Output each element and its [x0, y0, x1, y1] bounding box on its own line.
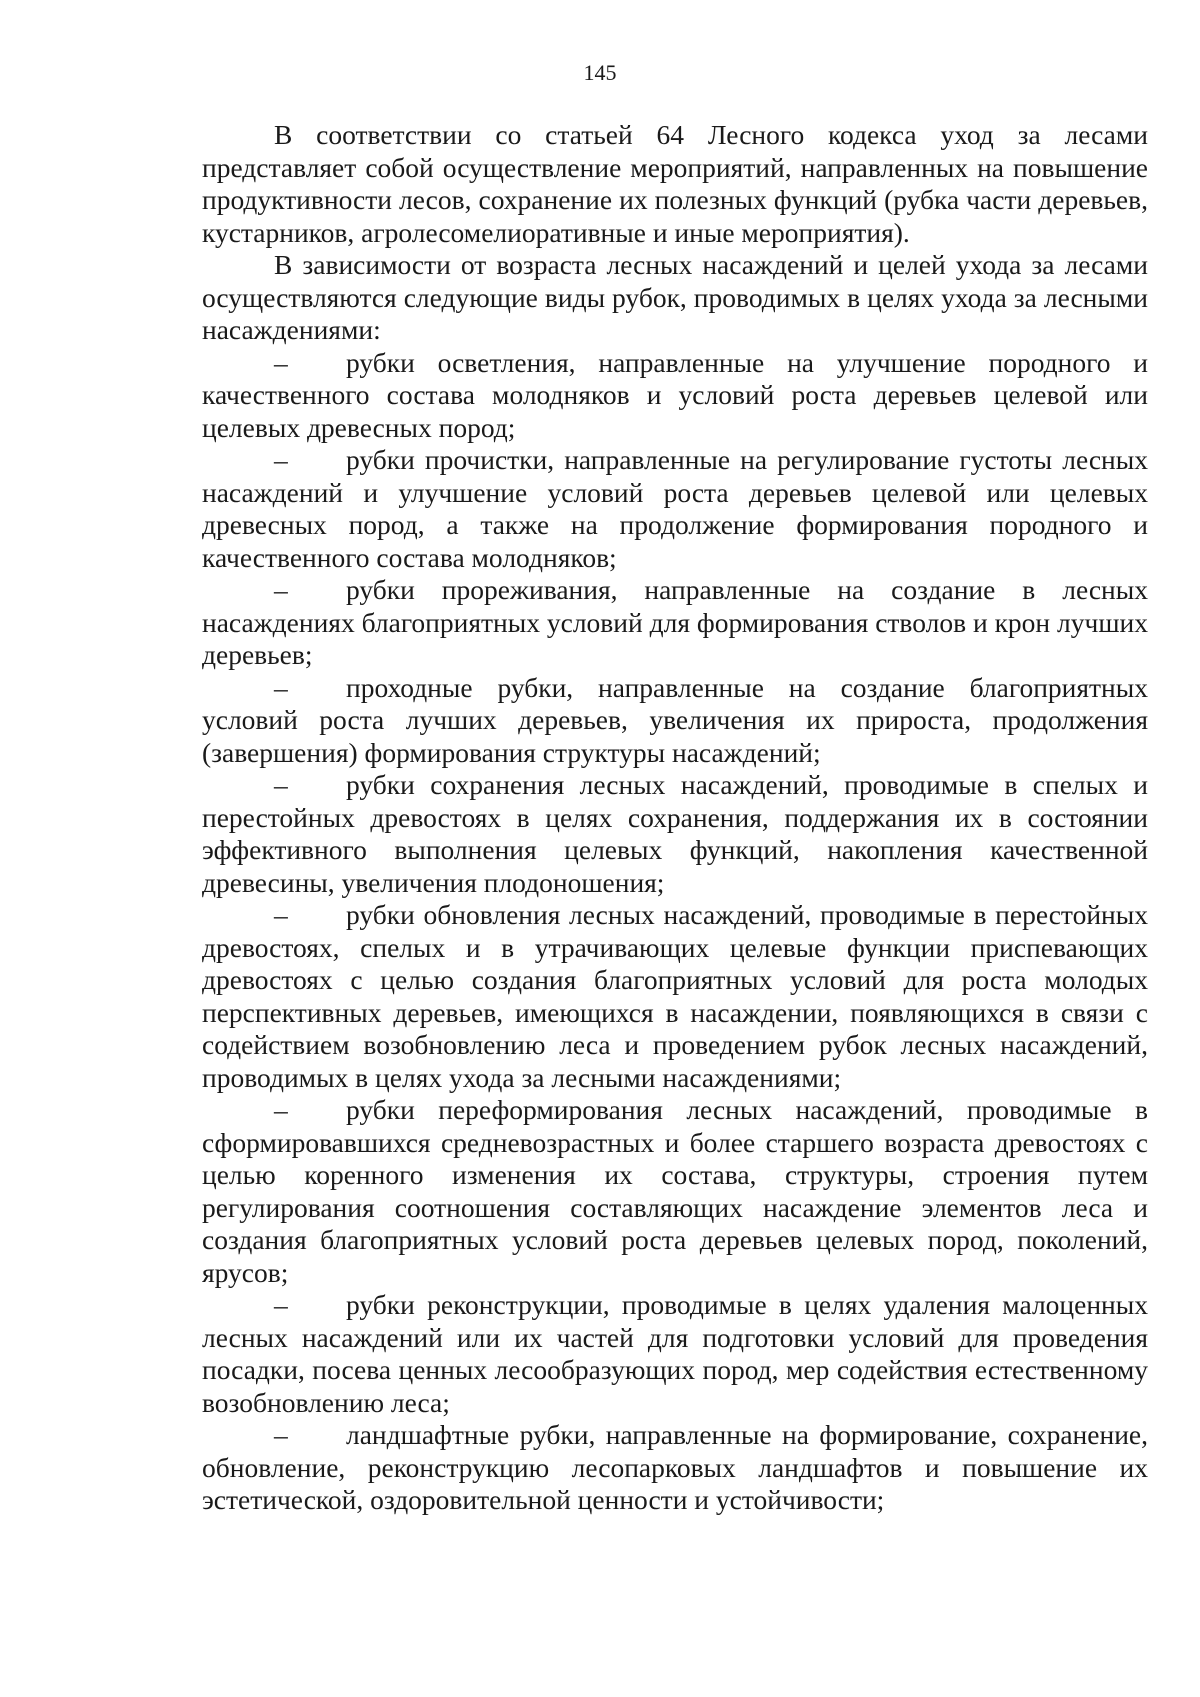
list-item-text: проходные рубки, направленные на создание благоприятных условий роста лучших деревьев, увеличения их прироста, продолжения (завершения) формирования структуры насаждений;: [202, 671, 1148, 768]
list-item-text: рубки обновления лесных насаждений, проводимые в перестойных древостоях, спелых и в утрачивающих целевые функции приспевающих древостоях с целью создания благоприятных условий для роста молодых перспективных деревьев, имеющихся в насаждении, появляющихся в связи с содействием возобновлению леса и проведением рубок лесных насаждений, проводимых в целях ухода за лесными насаждениями;: [202, 899, 1148, 1093]
paragraph: В соответствии со статьей 64 Лесного кодекса уход за лесами представляет собой осуществление мероприятий, направленных на повышение продуктивности лесов, сохранение их полезных функций (рубка части деревьев, кустарников, агролесомелиоративные и иные мероприятия).: [202, 119, 1148, 248]
list-item-text: ландшафтные рубки, направленные на формирование, сохранение, обновление, реконструкцию лесопарковых ландшафтов и повышение их эстетической, оздоровительной ценности и устойчивости;: [202, 1419, 1148, 1515]
list-dash: –: [274, 671, 288, 703]
list-item: [202, 444, 1148, 574]
list-item: [202, 347, 1148, 445]
list-item-text: рубки прочистки, направленные на регулирование густоты лесных насаждений и улучшение условий роста деревьев целевой или целевых древесных пород, а также на продолжение формирования породного и качественного состава молодняков;: [202, 444, 1148, 573]
list-item-text: рубки сохранения лесных насаждений, проводимые в спелых и перестойных древостоях в целях сохранения, поддержания их в состоянии эффективного выполнения целевых функций, накопления качественной древесины, увеличения плодоношения;: [202, 769, 1148, 898]
list-item: [202, 769, 1148, 899]
page-number: 145: [583, 60, 617, 85]
cutting-types-list: [202, 347, 1148, 1517]
list-dash: –: [274, 1419, 288, 1450]
list-item: [202, 899, 1148, 1094]
list-dash: –: [274, 1289, 288, 1320]
list-item: [202, 1419, 1148, 1517]
document-body: [202, 119, 1148, 1517]
list-dash: –: [274, 444, 288, 475]
list-item-text: рубки прореживания, направленные на создание в лесных насаждениях благоприятных условий для формирования стволов и крон лучших деревьев;: [202, 574, 1148, 670]
list-item: [202, 574, 1148, 672]
list-dash: –: [274, 574, 288, 605]
list-item: [202, 672, 1148, 770]
paragraph: В зависимости от возраста лесных насаждений и целей ухода за лесами осуществляются следующие виды рубок, проводимых в целях ухода за лесными насаждениями:: [202, 249, 1148, 345]
list-item-text: рубки переформирования лесных насаждений, проводимые в сформировавшихся средневозрастных и более старшего возраста древостоях с целью коренного изменения их состава, структуры, строения путем регулирования соотношения составляющих насаждение элементов леса и создания благоприятных условий роста деревьев целевых пород, поколений, ярусов;: [202, 1094, 1148, 1288]
list-dash: –: [274, 899, 288, 930]
list-item: [202, 1289, 1148, 1419]
list-item-text: рубки осветления, направленные на улучшение породного и качественного состава молодняков и условий роста деревьев целевой или целевых древесных пород;: [202, 346, 1148, 443]
list-item-text: рубки реконструкции, проводимые в целях удаления малоценных лесных насаждений или их частей для подготовки условий для проведения посадки, посева ценных лесообразующих пород, мер содействия естественному возобновлению леса;: [202, 1289, 1148, 1418]
list-item: [202, 1094, 1148, 1289]
list-dash: –: [274, 346, 288, 378]
list-dash: –: [274, 769, 288, 800]
list-dash: –: [274, 1094, 288, 1125]
